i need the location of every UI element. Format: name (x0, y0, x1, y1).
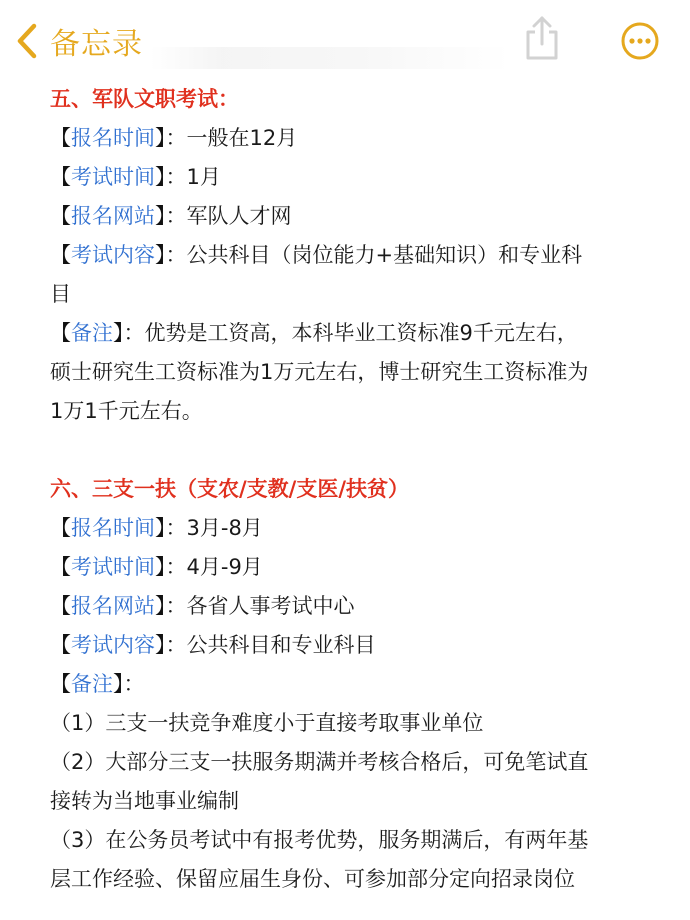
field-exam-time-5 (50, 158, 650, 197)
bracket-open: 【 (50, 204, 71, 228)
section-title-6: 六、三支一扶（支农/支教/支医/扶贫） (50, 477, 410, 501)
field-value: 各省人事考试中心 (186, 594, 355, 618)
field-exam-time-6 (50, 548, 650, 587)
field-tag: 考试时间 (71, 555, 155, 579)
field-tag: 报名网站 (71, 204, 155, 228)
field-tag: 报名时间 (71, 516, 155, 540)
field-exam-content-5 (50, 236, 650, 275)
colon: ： (123, 672, 145, 696)
note-item-3: （3）在公务员考试中有报考优势，服务期满后，有两年基 (50, 828, 589, 852)
colon: ： (165, 165, 187, 189)
field-value: 3月-8月 (186, 516, 263, 540)
back-button[interactable] (14, 20, 143, 62)
bracket-close: 】 (155, 594, 166, 618)
bracket-open: 【 (50, 672, 71, 696)
field-tag: 备注 (71, 321, 113, 345)
field-value-continuation: 目 (50, 282, 71, 306)
note-body (50, 80, 650, 899)
note-item-continuation: 层工作经验、保留应届生身份、可参加部分定向招录岗位 (50, 867, 575, 891)
field-value: 优势是工资高，本科毕业工资标准9千元左右， (144, 321, 578, 345)
colon: ： (123, 321, 145, 345)
field-tag: 报名网站 (71, 594, 155, 618)
field-reg-time-5 (50, 119, 650, 158)
colon: ： (165, 204, 187, 228)
bracket-close: 】 (155, 555, 166, 579)
field-value: 1月 (186, 165, 221, 189)
field-value: 一般在12月 (186, 126, 298, 150)
blank-line (50, 431, 650, 470)
field-value: 公共科目（岗位能力+基础知识）和专业科 (186, 243, 583, 267)
bracket-open: 【 (50, 165, 71, 189)
field-tag: 报名时间 (71, 126, 155, 150)
colon: ： (165, 126, 187, 150)
colon: ： (165, 555, 187, 579)
scrolled-title-shadow (150, 47, 510, 69)
bracket-close: 】 (113, 321, 124, 345)
bracket-close: 】 (155, 633, 166, 657)
bracket-open: 【 (50, 126, 71, 150)
field-value-continuation: 硕士研究生工资标准为1万元左右，博士研究生工资标准为 (50, 360, 589, 384)
bracket-close: 】 (155, 204, 166, 228)
field-reg-time-6 (50, 509, 650, 548)
field-value: 4月-9月 (186, 555, 263, 579)
note-item-continuation: 接转为当地事业编制 (50, 789, 239, 813)
bracket-open: 【 (50, 243, 71, 267)
field-tag: 考试内容 (71, 243, 155, 267)
bracket-open: 【 (50, 516, 71, 540)
bracket-close: 】 (113, 672, 124, 696)
colon: ： (165, 243, 187, 267)
field-value-continuation: 1万1千元左右。 (50, 399, 203, 423)
more-circle-icon[interactable] (620, 21, 660, 61)
bracket-close: 】 (155, 516, 166, 540)
note-item-1: （1）三支一扶竞争难度小于直接考取事业单位 (50, 711, 484, 735)
bracket-open: 【 (50, 633, 71, 657)
bracket-close: 】 (155, 165, 166, 189)
bracket-close: 】 (155, 243, 166, 267)
colon: ： (165, 633, 187, 657)
bracket-close: 】 (155, 126, 166, 150)
chevron-left-icon (14, 22, 40, 60)
field-remarks-6 (50, 665, 650, 704)
bracket-open: 【 (50, 321, 71, 345)
back-label: 备忘录 (50, 27, 143, 62)
field-reg-site-5 (50, 197, 650, 236)
field-remarks-5 (50, 314, 650, 353)
field-value: 军队人才网 (186, 204, 292, 228)
bracket-open: 【 (50, 594, 71, 618)
field-tag: 考试内容 (71, 633, 155, 657)
field-value: 公共科目和专业科目 (186, 633, 376, 657)
nav-bar (0, 0, 690, 82)
field-tag: 备注 (71, 672, 113, 696)
colon: ： (165, 516, 187, 540)
field-reg-site-6 (50, 587, 650, 626)
colon: ： (165, 594, 187, 618)
section-title-5: 五、军队文职考试： (50, 87, 239, 111)
note-item-2: （2）大部分三支一扶服务期满并考核合格后，可免笔试直 (50, 750, 589, 774)
field-tag: 考试时间 (71, 165, 155, 189)
field-exam-content-6 (50, 626, 650, 665)
bracket-open: 【 (50, 555, 71, 579)
share-icon[interactable] (522, 14, 562, 62)
